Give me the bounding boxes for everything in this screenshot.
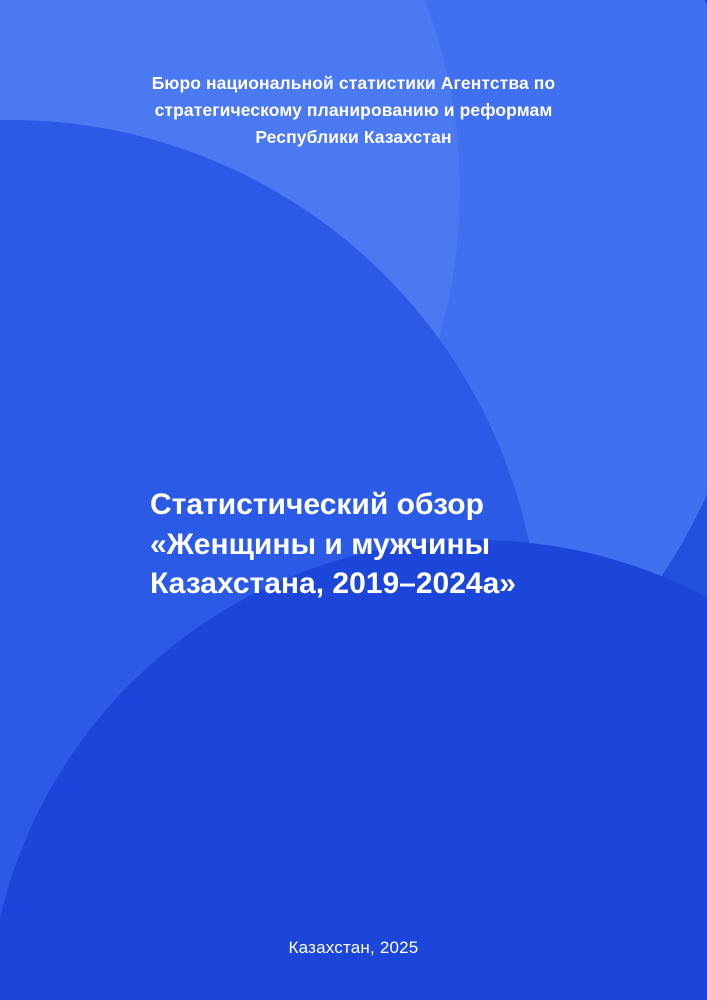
document-title: Статистический обзор «Женщины и мужчины Казахстана, 2019–2024а»: [150, 488, 516, 601]
publication-place-year: Казахстан, 2025: [288, 938, 419, 957]
organization-name: Бюро национальной статистики Агентства по стратегическому планированию и реформам Республики Казахстан: [151, 73, 556, 148]
